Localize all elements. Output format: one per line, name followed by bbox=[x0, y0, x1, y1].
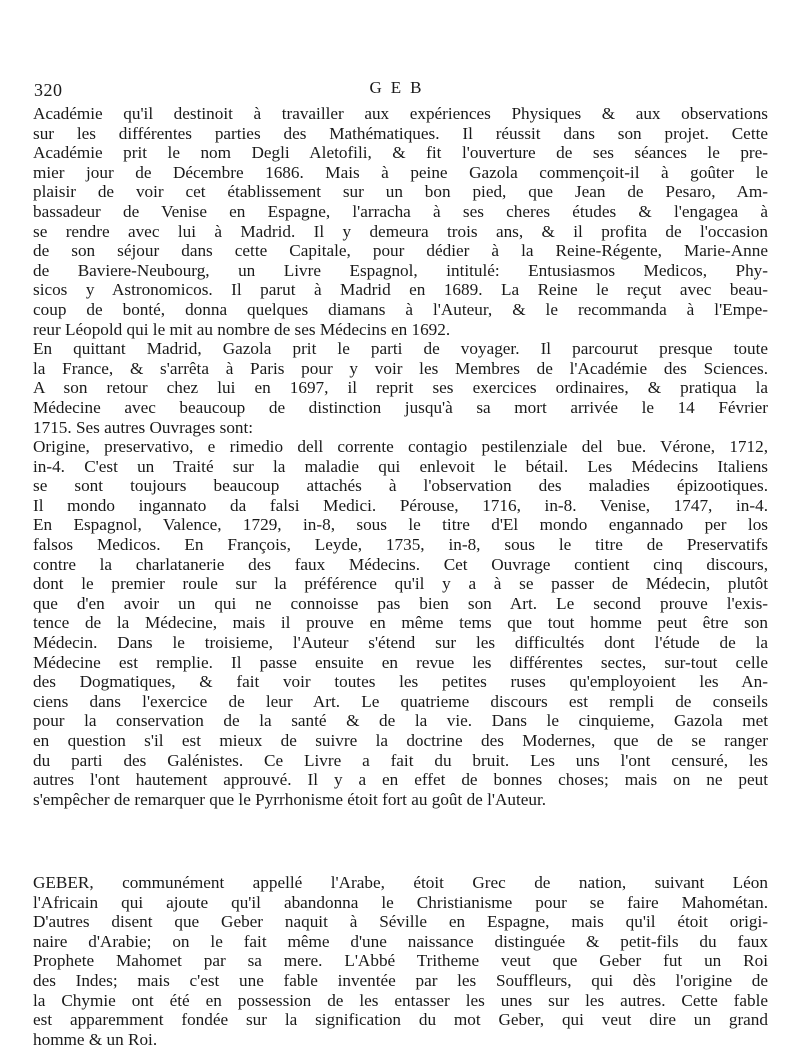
text-line: pour la conservation de la santé & de la vie. Dans le cinquieme, Gazola met bbox=[33, 711, 768, 731]
running-head: GEB bbox=[369, 78, 431, 97]
text-line: Médecine avec beaucoup de distinction jusqu'à sa mort arrivée le 14 Février bbox=[33, 397, 768, 417]
text-line: autres l'ont hautement approuvé. Il y a en effet de bonnes choses; mais on ne peut bbox=[33, 770, 768, 790]
text-line: coup de bonté, donna quelques diamans à l'Auteur, & le recommanda à l'Empe- bbox=[33, 299, 768, 319]
text-line: la Chymie ont été en possession de les entasser les unes sur les autres. Cette fable bbox=[33, 990, 768, 1010]
text-line: falsos Medicos. En François, Leyde, 1735, in-8, sous le titre de Preservatifs bbox=[33, 535, 768, 555]
text-line: sicos y Astronomicos. Il parut à Madrid en 1689. La Reine le reçut avec beau- bbox=[33, 280, 768, 300]
text-line: GEBER, communément appellé l'Arabe, étoit Grec de nation, suivant Léon bbox=[33, 873, 768, 892]
text-line: du parti des Galénistes. Ce Livre a fait du bruit. Les uns l'ont censuré, les bbox=[33, 750, 768, 770]
text-line: Médecine est remplie. Il passe ensuite en revue les différentes sectes, sur-tout celle bbox=[33, 652, 768, 672]
text-line: Médecin. Dans le troisieme, l'Auteur s'étend sur les difficultés dont l'étude de la bbox=[33, 633, 768, 653]
text-line: que d'en avoir un qui ne connoisse pas bien son Art. Le second prouve l'exis- bbox=[33, 593, 768, 613]
text-line: plaisir de voir cet établissement sur un bon pied, que Jean de Pesaro, Am- bbox=[33, 182, 768, 202]
text-line: l'Africain qui ajoute qu'il abandonna le Christianisme pour se faire Mahométan. bbox=[33, 892, 768, 912]
text-line: se sont toujours beaucoup attachés à l'observation des maladies épizootiques. bbox=[33, 476, 768, 496]
text-line: naire d'Arabie; on le fait même d'une naissance distinguée & petit-fils du faux bbox=[33, 931, 768, 951]
text-line: ciens dans l'exercice de leur Art. Le quatrieme discours est rempli de conseils bbox=[33, 691, 768, 711]
text-line: Prophete Mahomet par sa mere. L'Abbé Tritheme veut que Geber fut un Roi bbox=[33, 951, 768, 971]
text-line: en question s'il est mieux de suivre la doctrine des Modernes, que de se ranger bbox=[33, 731, 768, 750]
text-line: reur Léopold qui le mit au nombre de ses Médecins en 1692. bbox=[33, 319, 451, 339]
text-line: la France, & s'arrêta à Paris pour y voir les Membres de l'Académie des Sciences. bbox=[33, 358, 768, 378]
text-line: sur les différentes parties des Mathématiques. Il réussit dans son projet. Cette bbox=[33, 123, 768, 143]
text-line: se rendre avec lui à Madrid. Il y demeura trois ans, & il profita de l'occasion bbox=[33, 221, 768, 241]
text-line: s'empêcher de remarquer que le Pyrrhonisme étoit fort au goût de l'Auteur. bbox=[33, 789, 547, 809]
text-line: des Indes; mais c'est une fable inventée par les Souffleurs, qui dès l'origine de bbox=[33, 970, 768, 990]
text-line: D'autres disent que Geber naquit à Séville en Espagne, mais qu'il étoit origi- bbox=[33, 912, 768, 932]
text-line: de Baviere-Neubourg, un Livre Espagnol, intitulé: Entusiasmos Medicos, Phy- bbox=[33, 260, 768, 280]
text-line: Il mondo ingannato da falsi Medici. Pérouse, 1716, in-8. Venise, 1747, in-4. bbox=[33, 495, 768, 515]
text-line: En quittant Madrid, Gazola prit le parti de voyager. Il parcourut presque toute bbox=[33, 339, 768, 359]
text-line: En Espagnol, Valence, 1729, in-8, sous le titre d'El mondo engannado per los bbox=[33, 515, 768, 535]
page-number: 320 bbox=[34, 80, 63, 100]
text-line: Académie prit le nom Degli Aletofili, & fit l'ouverture de ses séances le pre- bbox=[33, 143, 768, 163]
gazola-article-continuation bbox=[33, 104, 768, 809]
text-line: dont le premier roule sur la préférence qu'il y a à se passer de Médecin, plutôt bbox=[33, 574, 768, 594]
text-line: des Dogmatiques, & fait voir toutes les petites ruses qu'employoient les An- bbox=[33, 672, 768, 692]
text-line: mier jour de Décembre 1686. Mais à peine Gazola commençoit-il à goûter le bbox=[33, 162, 768, 182]
text-line: Académie qu'il destinoit à travailler aux expériences Physiques & aux observations bbox=[33, 104, 768, 123]
text-line: Origine, preservativo, e rimedio dell corrente contagio pestilenziale del bue. Vérone, 1712, bbox=[33, 437, 768, 457]
text-line: homme & un Roi. bbox=[33, 1029, 158, 1049]
text-line: de son séjour dans cette Capitale, pour dédier à la Reine-Régente, Marie-Anne bbox=[33, 241, 768, 261]
text-line: in-4. C'est un Traité sur la maladie qui enlevoit le bétail. Les Médecins Italiens bbox=[33, 456, 768, 476]
text-line: 1715. Ses autres Ouvrages sont: bbox=[33, 417, 254, 437]
text-line: A son retour chez lui en 1697, il reprit ses exercices ordinaires, & pratiqua la bbox=[33, 378, 768, 398]
text-line: tence de la Médecine, mais il prouve en même tems que tout homme peut être son bbox=[33, 613, 768, 633]
text-line: contre la charlatanerie des faux Médecins. Cet Ouvrage contient cinq discours, bbox=[33, 554, 768, 574]
geber-article bbox=[33, 873, 768, 1049]
text-line: bassadeur de Venise en Espagne, l'arracha à ses cheres études & l'engagea à bbox=[33, 201, 768, 221]
text-line: est apparemment fondée sur la signification du mot Geber, qui veut dire un grand bbox=[33, 1010, 768, 1030]
